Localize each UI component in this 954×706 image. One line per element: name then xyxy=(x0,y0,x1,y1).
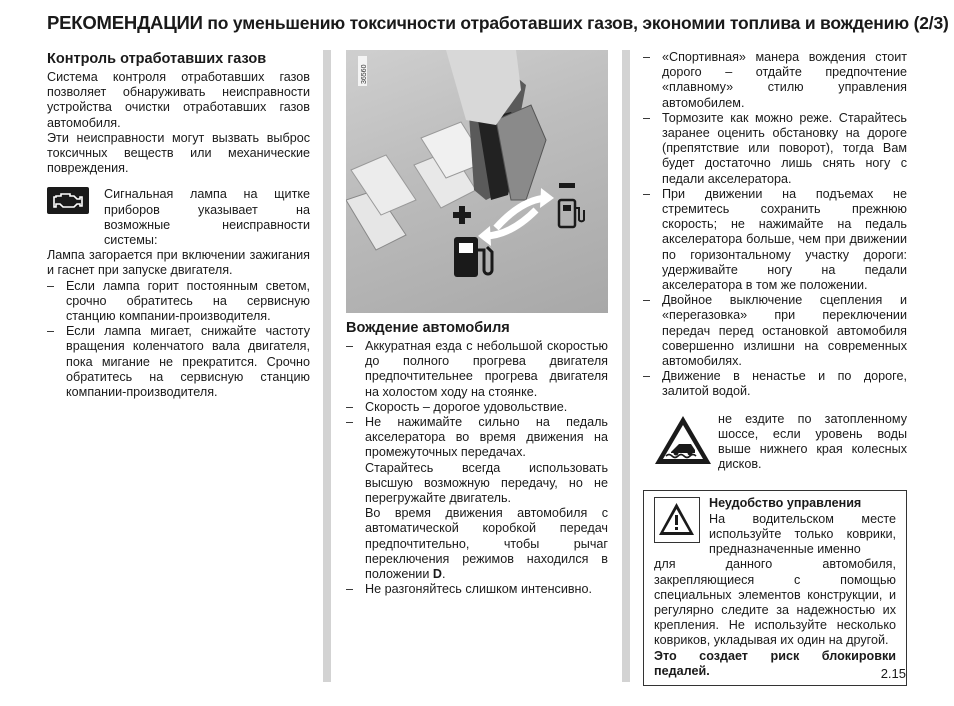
list-item: – Скорость – дорогое удовольствие. xyxy=(346,400,608,415)
warning-box xyxy=(643,490,907,685)
lamp-para: Лампа загорается при включении зажигания и гаснет при запуске двигателя. xyxy=(47,248,310,278)
pedal-illustration xyxy=(346,50,608,313)
list-item: – Двойное выключение сцепления и «перегазовка» при переключении передач перед остановкой автомобиля совершенно излишни на современных автомобилях. xyxy=(643,293,907,369)
engine-warning-icon xyxy=(47,187,89,214)
list-item: – Движение в ненастье и по дороге, залитой водой. xyxy=(643,369,907,399)
column-divider xyxy=(323,50,331,682)
page-number: 2.15 xyxy=(880,666,906,681)
list-item-continuation: Во время движения автомобиля с автоматической коробкой передач предпочтительно, чтобы рычаг переключения режимов находился в положении D. xyxy=(365,506,608,582)
driving-heading: Вождение автомобиля xyxy=(346,320,510,336)
column-divider xyxy=(622,50,630,682)
exhaust-intro: Система контроля отработавших газов позволяет обнаруживать неисправности устройства очистки отработавших газов автомобиля. xyxy=(47,70,310,130)
list-item: – «Спортивная» манера вождения стоит дорого – отдайте предпочтение «плавному» стилю управления автомобилем. xyxy=(643,50,907,111)
driving-section xyxy=(346,319,608,597)
list-item: – Если лампа мигает, снижайте частоту вращения коленчатого вала двигателя, пока мигание не прекратится. Срочно обратитесь на сервисную станцию компании-производителя. xyxy=(47,324,310,400)
warning-icon xyxy=(654,497,700,543)
warning-text-indent: На водительском месте используйте только коврики, предназначенные именно xyxy=(709,511,896,557)
page-title: РЕКОМЕНДАЦИИ по уменьшению токсичности отработавших газов, экономии топлива и вождению (2/3) xyxy=(47,12,949,33)
warning-bold-text: Это создает риск блокировки педалей. xyxy=(654,648,896,678)
exhaust-section xyxy=(47,50,310,400)
warning-title: Неудобство управления xyxy=(709,496,862,511)
flooded-road-icon xyxy=(653,414,713,466)
list-item: – Тормозите как можно реже. Старайтесь заранее оценить обстановку на дороге (препятствие или поворот), тогда Вам будет достаточно лишь снять ногу с педали акселератора. xyxy=(643,111,907,187)
exhaust-para: Эти неисправности могут вызвать выброс токсичных веществ или механические повреждения. xyxy=(47,130,310,176)
list-item: – При движении на подъемах не стремитесь сохранить прежнюю скорость; не нажимайте на педаль акселератора больше, чем при движении по горизонтальному участку дороги: удерживайте ногу на педали акселератора в том же положении. xyxy=(643,187,907,293)
list-item: – Если лампа горит постоянным светом, срочно обратитесь на сервисную станцию компании-производителя. xyxy=(47,279,310,325)
tips-section xyxy=(643,50,907,686)
lamp-text: Сигнальная лампа на щитке приборов указывает на возможные неисправности системы: xyxy=(104,187,310,248)
warning-lamp-block xyxy=(47,187,310,248)
list-item-continuation: Старайтесь всегда использовать высшую возможную передачу, но не перегружайте двигатель. xyxy=(365,460,608,506)
warning-text: для данного автомобиля, закрепляющиеся с помощью специальных элементов конструкции, и регулярно следите за надежностью их крепления. Не используйте несколько ковриков, укладывая их один на другой. xyxy=(654,557,896,648)
list-item: – Аккуратная езда с небольшой скоростью до полного прогрева двигателя предпочтительнее прогрева двигателя на холостом ходу на стоянке. xyxy=(346,339,608,400)
list-item: – Не нажимайте сильно на педаль акселератора во время движения на промежуточных передачах. xyxy=(346,415,608,461)
exhaust-heading: Контроль отработавших газов xyxy=(47,51,267,67)
list-item: – Не разгоняйтесь слишком интенсивно. xyxy=(346,582,608,597)
flood-warning xyxy=(643,412,907,473)
flood-text: не ездите по затопленному шоссе, если уровень воды выше нижнего края колесных дисков. xyxy=(718,411,907,472)
illustration-code: 36560 xyxy=(361,64,368,84)
